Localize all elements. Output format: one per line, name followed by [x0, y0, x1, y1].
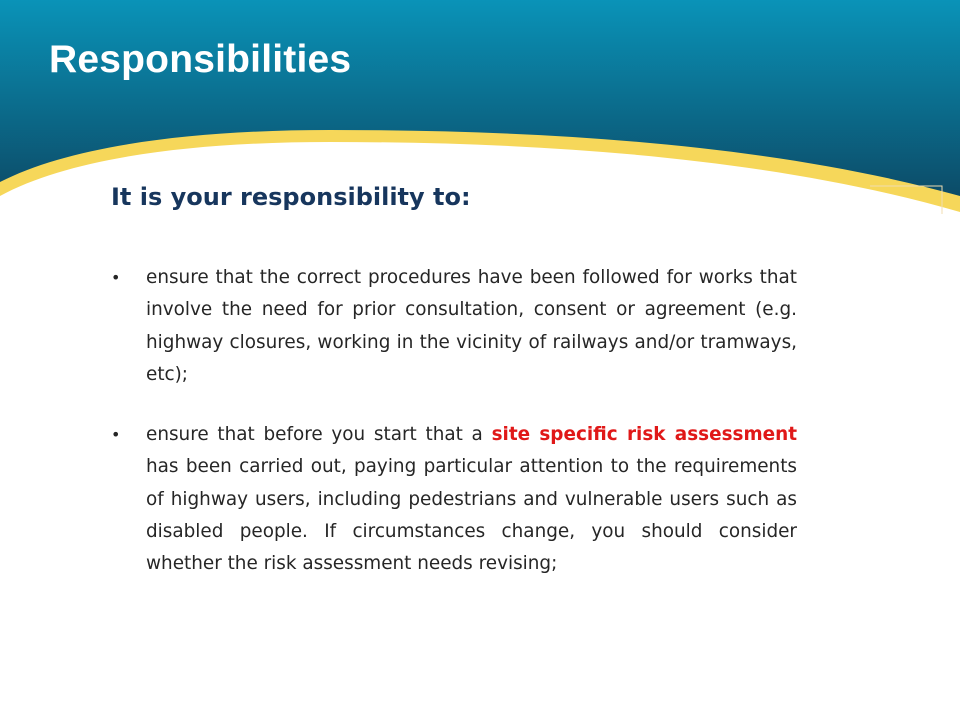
subheading: It is your responsibility to:	[111, 183, 471, 211]
bullet-list	[111, 262, 797, 609]
slide-title: Responsibilities	[49, 38, 352, 81]
bullet-text: ensure that the correct procedures have been followed for works that involve the need for prior consultation, consent or agreement (e.g. highway closures, working in the vicinity of railways and/or tramways, etc);	[146, 267, 797, 385]
bullet-dot-icon: •	[111, 268, 121, 287]
bullet-text-before: ensure that before you start that a	[146, 424, 492, 446]
highlighted-phrase: site specific risk assessment	[491, 424, 797, 446]
bullet-item-procedures	[111, 262, 797, 391]
bullet-text-after: has been carried out, paying particular attention to the requirements of highway users, including pedestrians and vulnerable users such as disabled people. If circumstances change, you should consider whether the risk assessment needs revising;	[146, 456, 797, 575]
bullet-item-risk-assessment	[111, 419, 797, 580]
bullet-dot-icon: •	[111, 425, 121, 445]
